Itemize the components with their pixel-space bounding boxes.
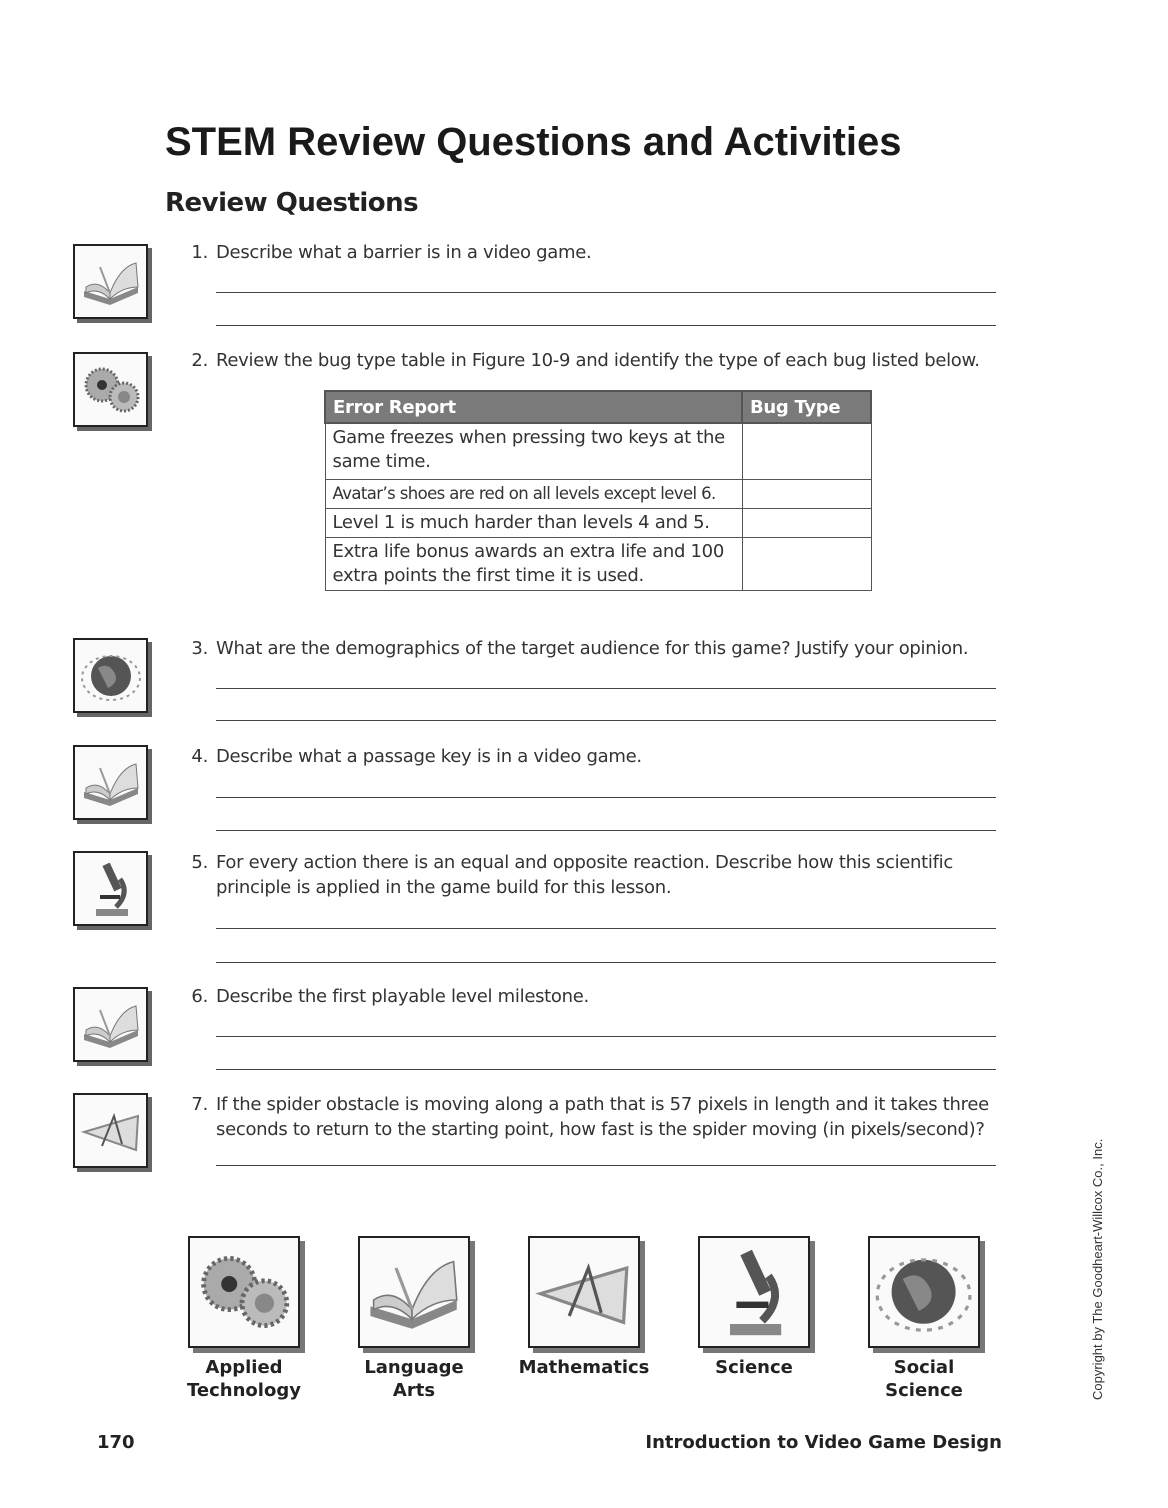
page-title: STEM Review Questions and Activities xyxy=(165,120,902,164)
answer-line[interactable] xyxy=(216,688,996,689)
legend-gears-icon xyxy=(188,1236,300,1348)
table-row xyxy=(325,423,871,479)
question-text: Describe the first playable level milestone. xyxy=(216,986,589,1007)
question-text: Describe what a barrier is in a video game. xyxy=(216,242,592,263)
header-error-report: Error Report xyxy=(325,391,742,423)
error-report-cell: Avatar’s shoes are red on all levels except level 6. xyxy=(325,479,742,508)
legend-microscope-icon xyxy=(698,1236,810,1348)
answer-line[interactable] xyxy=(216,1165,996,1166)
error-report-cell: Extra life bonus awards an extra life and 100 extra points the first time it is used. xyxy=(325,537,742,590)
bug-type-table xyxy=(324,390,872,591)
book-title: Introduction to Video Game Design xyxy=(645,1432,1002,1453)
legend-label: Applied Technology xyxy=(187,1357,301,1401)
page-number: 170 xyxy=(97,1432,135,1453)
copyright-notice: Copyright by The Goodheart-Willcox Co., Inc. xyxy=(1090,1138,1105,1400)
question-6 xyxy=(186,984,1006,1009)
question-number: 7. xyxy=(191,1094,208,1115)
bug-type-cell[interactable] xyxy=(742,537,871,590)
question-4 xyxy=(186,744,1006,769)
question-text: For every action there is an equal and opposite reaction. Describe how this scientific principle is applied in the game build for this lesson. xyxy=(216,852,953,898)
question-3 xyxy=(186,636,1006,661)
legend-label: Language Arts xyxy=(364,1357,464,1401)
legend-label: Social Science xyxy=(885,1357,963,1401)
answer-line[interactable] xyxy=(216,830,996,831)
question-7 xyxy=(186,1092,1006,1142)
book-icon xyxy=(73,244,148,319)
question-text: Review the bug type table in Figure 10-9 and identify the type of each bug listed below. xyxy=(216,350,980,371)
question-number: 5. xyxy=(191,852,208,873)
answer-line[interactable] xyxy=(216,325,996,326)
question-number: 6. xyxy=(191,986,208,1007)
table-row xyxy=(325,537,871,590)
answer-line[interactable] xyxy=(216,292,996,293)
question-1 xyxy=(186,240,1006,265)
triangle-ruler-icon xyxy=(73,1093,148,1168)
globe-icon xyxy=(73,638,148,713)
question-text: Describe what a passage key is in a video game. xyxy=(216,746,642,767)
legend-triangle-ruler-icon xyxy=(528,1236,640,1348)
legend-label: Science xyxy=(715,1357,793,1378)
legend-globe-icon xyxy=(868,1236,980,1348)
header-bug-type: Bug Type xyxy=(742,391,871,423)
table-row xyxy=(325,508,871,537)
question-text: What are the demographics of the target audience for this game? Justify your opinion. xyxy=(216,638,969,659)
question-2 xyxy=(186,348,1006,373)
answer-line[interactable] xyxy=(216,1036,996,1037)
microscope-icon xyxy=(73,851,148,926)
book-icon xyxy=(73,745,148,820)
question-number: 2. xyxy=(191,350,208,371)
answer-line[interactable] xyxy=(216,928,996,929)
gears-icon xyxy=(73,352,148,427)
answer-line[interactable] xyxy=(216,720,996,721)
question-5 xyxy=(186,850,1006,900)
answer-line[interactable] xyxy=(216,1069,996,1070)
bug-type-cell[interactable] xyxy=(742,508,871,537)
question-number: 3. xyxy=(191,638,208,659)
book-icon xyxy=(73,987,148,1062)
legend-book-icon xyxy=(358,1236,470,1348)
legend-label: Mathematics xyxy=(518,1357,650,1378)
section-heading: Review Questions xyxy=(165,188,419,218)
error-report-cell: Level 1 is much harder than levels 4 and 5. xyxy=(325,508,742,537)
answer-line[interactable] xyxy=(216,797,996,798)
table-row xyxy=(325,479,871,508)
bug-type-cell[interactable] xyxy=(742,479,871,508)
bug-type-cell[interactable] xyxy=(742,423,871,479)
question-text: If the spider obstacle is moving along a path that is 57 pixels in length and it takes three seconds to return to the starting point, how fast is the spider moving (in pixels/second)? xyxy=(216,1094,989,1140)
question-number: 4. xyxy=(191,746,208,767)
question-number: 1. xyxy=(191,242,208,263)
error-report-cell: Game freezes when pressing two keys at the same time. xyxy=(325,423,742,479)
answer-line[interactable] xyxy=(216,962,996,963)
